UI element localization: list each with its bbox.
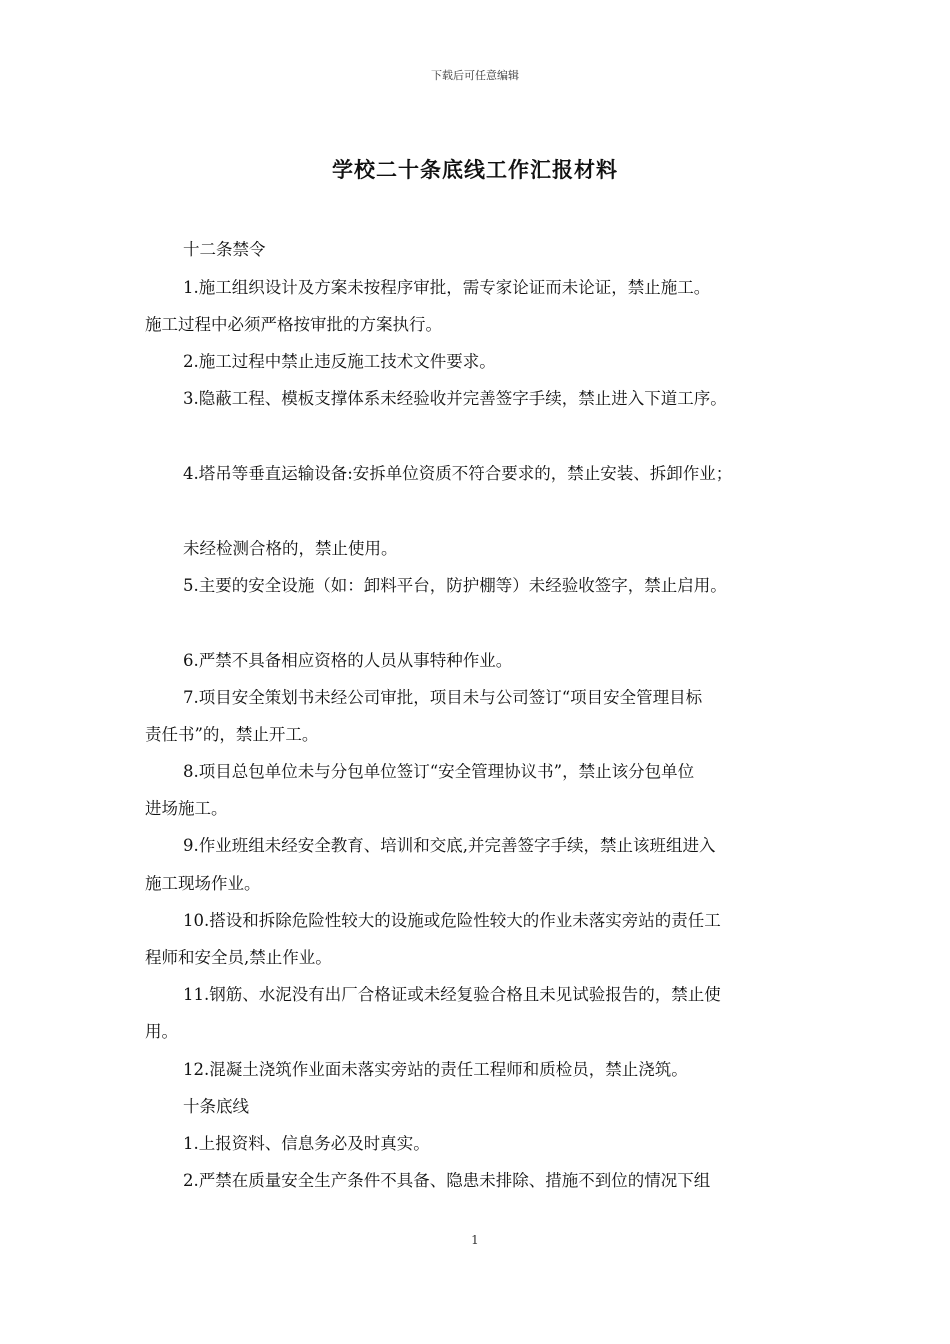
paragraph-line: 1.施工组织设计及方案未按程序审批，需专家论证而未论证，禁止施工。 <box>183 278 711 297</box>
paragraph-line: 4.塔吊等垂直运输设备:安拆单位资质不符合要求的，禁止安装、拆卸作业； <box>183 464 733 483</box>
paragraph-line: 7.项目安全策划书未经公司审批，项目未与公司签订“项目安全管理目标 <box>183 688 703 707</box>
paragraph-line: 施工现场作业。 <box>145 874 261 893</box>
paragraph-line: 用。 <box>145 1022 178 1041</box>
paragraph-line: 施工过程中必须严格按审批的方案执行。 <box>145 315 442 334</box>
paragraph-line: 12.混凝土浇筑作业面未落实旁站的责任工程师和质检员，禁止浇筑。 <box>183 1060 688 1079</box>
page-number: 1 <box>471 1233 479 1247</box>
paragraph-line: 10.搭设和拆除危险性较大的设施或危险性较大的作业未落实旁站的责任工 <box>183 911 721 930</box>
paragraph-line: 3.隐蔽工程、模板支撑体系未经验收并完善签字手续，禁止进入下道工序。 <box>183 389 727 408</box>
paragraph-line: 11.钢筋、水泥没有出厂合格证或未经复验合格且未见试验报告的，禁止使 <box>183 985 721 1004</box>
document-title: 学校二十条底线工作汇报材料 <box>332 157 618 182</box>
paragraph-line: 5.主要的安全设施（如：卸料平台，防护棚等）未经验收签字，禁止启用。 <box>183 576 727 595</box>
paragraph-line: 1.上报资料、信息务必及时真实。 <box>183 1134 430 1153</box>
paragraph-line: 8.项目总包单位未与分包单位签订“安全管理协议书”，禁止该分包单位 <box>183 762 695 781</box>
page-header: 下载后可任意编辑 <box>431 69 519 82</box>
section-heading: 十条底线 <box>183 1097 249 1116</box>
paragraph-line: 2.严禁在质量安全生产条件不具备、隐患未排除、措施不到位的情况下组 <box>183 1171 711 1190</box>
paragraph-line: 2.施工过程中禁止违反施工技术文件要求。 <box>183 352 496 371</box>
paragraph-line: 9.作业班组未经安全教育、培训和交底,并完善签字手续，禁止该班组进入 <box>183 836 716 855</box>
paragraph-line: 6.严禁不具备相应资格的人员从事特种作业。 <box>183 651 513 670</box>
paragraph-line: 进场施工。 <box>145 799 228 818</box>
paragraph-line: 未经检测合格的，禁止使用。 <box>183 539 398 558</box>
paragraph-line: 程师和安全员,禁止作业。 <box>145 948 332 967</box>
section-heading: 十二条禁令 <box>183 240 266 259</box>
paragraph-line: 责任书”的，禁止开工。 <box>145 725 319 744</box>
